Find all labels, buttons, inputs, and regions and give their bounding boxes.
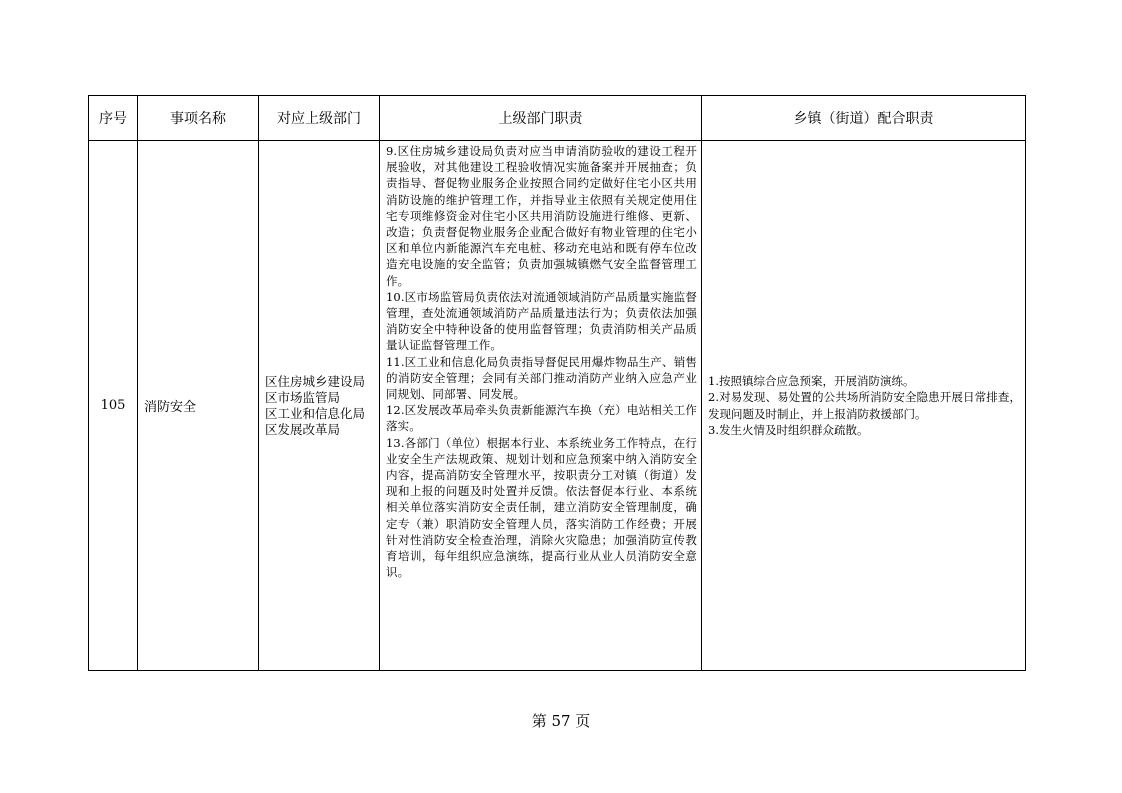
coop-paragraph: 2.对易发现、易处置的公共场所消防安全隐患开展日常排查，发现问题及时制止，并上报消防救援部门。	[708, 390, 1021, 421]
row-seq: 105	[89, 141, 138, 671]
coop-paragraph: 1.按照镇综合应急预案，开展消防演练。	[708, 373, 915, 388]
row-item-name: 消防安全	[138, 141, 259, 671]
duty-paragraph: 9.区住房城乡建设局负责对应当申请消防验收的建设工程开展验收，对其他建设工程验收情况实施备案并开展抽查；负责指导、督促物业服务企业按照合同约定做好住宅小区共用消防设施的维护管理工作，并指导业主依照有关规定使用住宅专项维修资金对住宅小区共用消防设施进行维修、更新、改造；负责督促物业服务企业配合做好有物业管理的住宅小区和单位内新能源汽车充电桩、移动充电站和既有停车位改造充电设施的安全监管；负责加强城镇燃气安全监督管理工作。	[386, 144, 697, 288]
department-line: 区工业和信息化局	[265, 405, 366, 421]
duty-paragraph: 12.区发展改革局牵头负责新能源汽车换（充）电站相关工作落实。	[386, 403, 697, 434]
header-superior-duties: 上级部门职责	[380, 96, 702, 141]
header-item-name: 事项名称	[138, 96, 259, 141]
row-township-duties	[702, 141, 1026, 671]
duty-paragraph: 13.各部门（单位）根据本行业、本系统业务工作特点，在行业安全生产法规政策、规划计划和应急预案中纳入消防安全内容，提高消防安全管理水平，按职责分工对镇（街道）发现和上报的问题及时处置并反馈。依法督促本行业、本系统相关单位落实消防安全责任制，建立消防安全管理制度，确定专（兼）职消防安全管理人员，落实消防工作经费；开展针对性消防安全检查治理，消除火灾隐患；加强消防宣传教育培训，每年组织应急演练，提高行业从业人员消防安全意识。	[386, 435, 697, 580]
department-line: 区市场监管局	[265, 389, 341, 405]
header-township-duties: 乡镇（街道）配合职责	[702, 96, 1026, 141]
department-line: 区发展改革局	[265, 421, 341, 437]
table-row	[89, 141, 1026, 671]
row-superior-duties	[380, 141, 702, 671]
duty-paragraph: 10.区市场监管局负责依法对流通领域消防产品质量实施监督管理，查处流通领域消防产品质量违法行为；负责依法加强消防安全中特种设备的使用监督管理；负责消防相关产品质量认证监督管理工作。	[386, 289, 697, 353]
header-row	[89, 96, 1026, 141]
header-department: 对应上级部门	[259, 96, 380, 141]
duty-table	[88, 95, 1026, 671]
row-departments	[259, 141, 380, 671]
coop-paragraph: 3.发生火情及时组织群众疏散。	[708, 423, 869, 437]
header-seq: 序号	[89, 96, 138, 141]
page-number: 第 57 页	[531, 712, 591, 730]
duty-paragraph: 11.区工业和信息化局负责指导督促民用爆炸物品生产、销售的消防安全管理；会同有关部门推动消防产业纳入应急产业同规划、同部署、同发展。	[386, 354, 697, 402]
department-line: 区住房城乡建设局	[265, 373, 366, 389]
